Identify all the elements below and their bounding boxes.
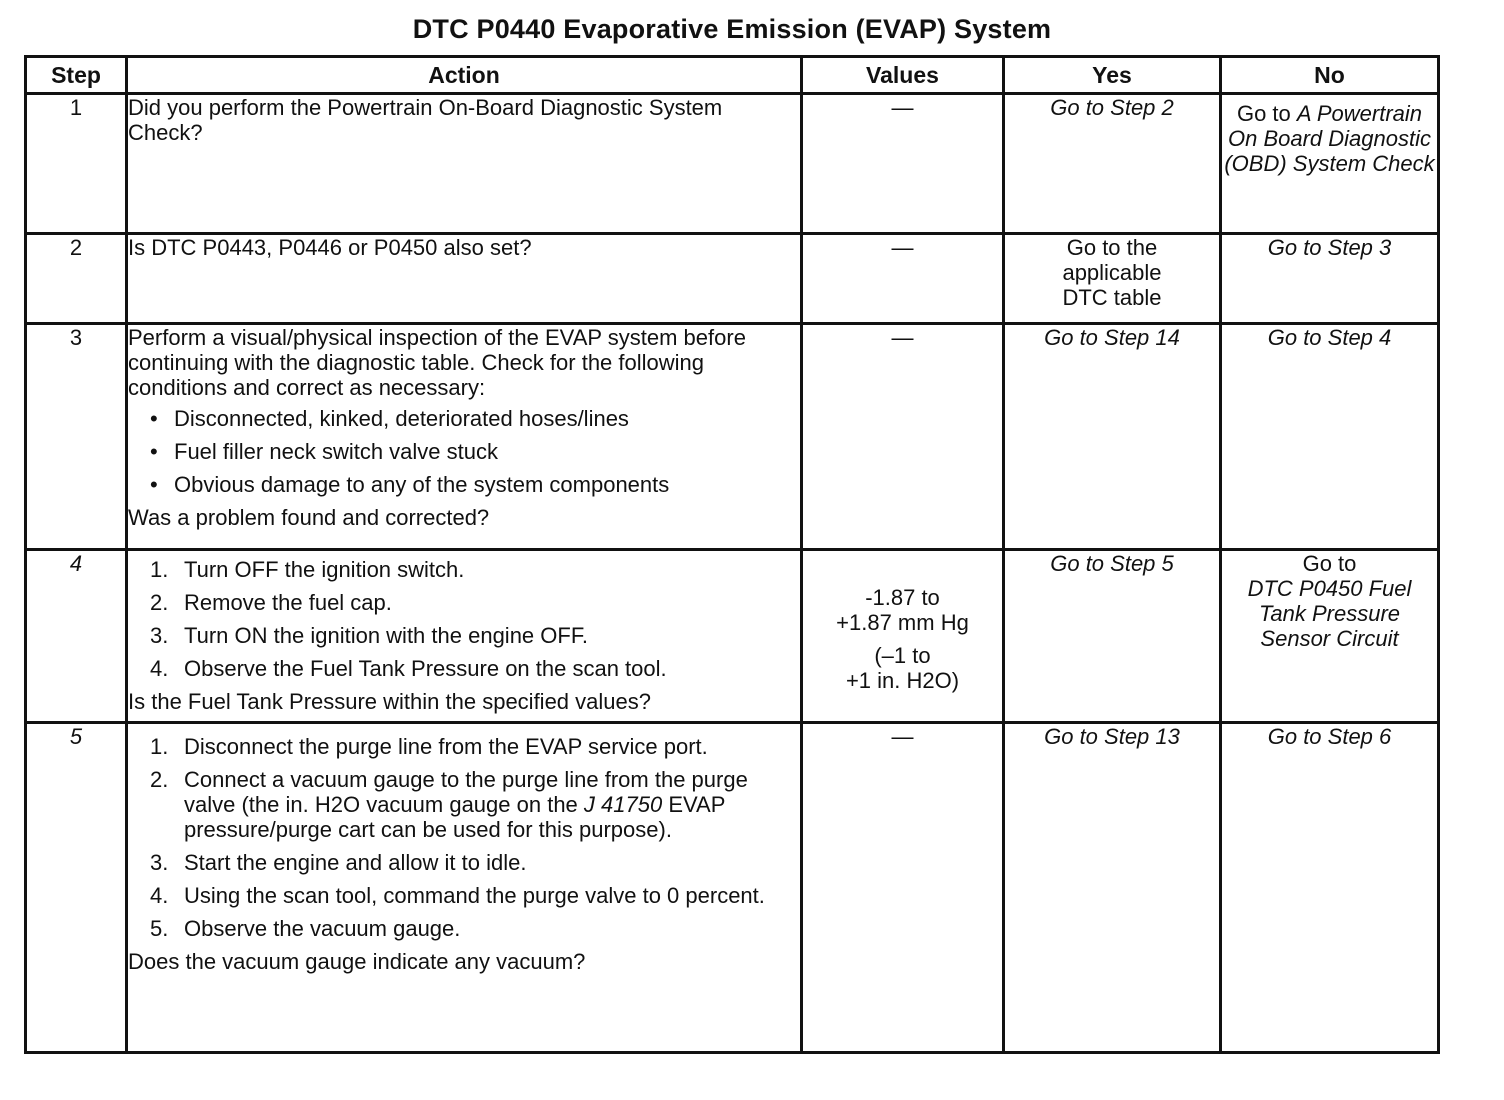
diagnostic-table: [24, 55, 1440, 1054]
step-index: 4.: [150, 656, 169, 681]
step-index: 3.: [150, 850, 169, 875]
no-cell: [1221, 550, 1439, 723]
condition-list: [128, 406, 800, 497]
list-item: [150, 557, 800, 582]
procedure-steps: [128, 734, 800, 941]
yes-line: DTC table: [1062, 285, 1162, 310]
step-text: Turn OFF the ignition switch.: [184, 557, 465, 582]
action-question: Did you perform the Powertrain On-Board Diagnostic System Check?: [128, 95, 723, 145]
list-item: [150, 734, 800, 759]
action-question: Does the vacuum gauge indicate any vacuum?: [128, 949, 586, 974]
value-line: (–1 to: [874, 643, 931, 668]
value-line: +1.87 mm Hg: [836, 610, 969, 635]
procedure-steps: [128, 557, 800, 681]
step-text: Disconnect the purge line from the EVAP service port.: [184, 734, 708, 759]
step-text: Turn ON the ignition with the engine OFF.: [184, 623, 588, 648]
yes-link-text: Go to Step 13: [1044, 724, 1180, 749]
step-index: 3.: [150, 623, 169, 648]
no-cell: [1221, 324, 1439, 550]
list-item: [150, 883, 800, 908]
list-item: • Obvious damage to any of the system components: [150, 472, 800, 497]
step-text: EVAP pressure/purge cart can be used for this purpose).: [184, 792, 725, 842]
list-item: [150, 623, 800, 648]
values-cell: —: [802, 234, 1004, 324]
list-item: [150, 850, 800, 875]
header-yes: Yes: [1004, 57, 1221, 94]
table-header-row: [26, 57, 1439, 94]
step-number: 1: [26, 94, 127, 234]
yes-cell: [1004, 234, 1221, 324]
yes-link-text: Go to Step 5: [1050, 551, 1174, 576]
step-index: 2.: [150, 590, 169, 615]
yes-cell: [1004, 550, 1221, 723]
list-item: • Fuel filler neck switch valve stuck: [150, 439, 800, 464]
no-reference: DTC P0450 Fuel Tank Pressure Sensor Circuit: [1247, 576, 1412, 651]
value-line: +1 in. H2O): [845, 668, 960, 693]
no-cell: [1221, 234, 1439, 324]
action-cell: [127, 94, 802, 234]
action-question: Is DTC P0443, P0446 or P0450 also set?: [128, 235, 532, 260]
table-row: [26, 324, 1439, 550]
list-item: [150, 656, 800, 681]
action-question: Is the Fuel Tank Pressure within the specified values?: [128, 689, 651, 714]
no-cell: [1221, 94, 1439, 234]
action-cell: [127, 324, 802, 550]
values-cell: [802, 550, 1004, 723]
list-item: [150, 590, 800, 615]
values-cell: —: [802, 324, 1004, 550]
no-link-text: Go to Step 3: [1267, 235, 1392, 260]
action-cell: [127, 723, 802, 1053]
step-number: 5: [26, 723, 127, 1053]
table-row: [26, 234, 1439, 324]
no-reference: A Powertrain On Board Diagnostic (OBD) System Check: [1224, 101, 1435, 176]
list-item: [150, 916, 800, 941]
no-link-text: Go to Step 6: [1267, 724, 1392, 749]
step-index: 2.: [150, 767, 169, 792]
table-row: [26, 723, 1439, 1053]
yes-link-text: Go to Step 2: [1050, 95, 1174, 120]
step-text: Connect a vacuum gauge to the purge line from the purge valve (the in. H2O vacuum gauge on the: [184, 767, 748, 817]
action-intro: Perform a visual/physical inspection of the EVAP system before continuing with the diagnostic table. Check for the following conditions and correct as necessary:: [128, 325, 746, 400]
action-cell: [127, 550, 802, 723]
header-action: Action: [127, 57, 802, 94]
no-prefix: Go to: [1302, 551, 1357, 576]
table-row: [26, 94, 1439, 234]
list-item: • Disconnected, kinked, deteriorated hoses/lines: [150, 406, 800, 431]
yes-cell: [1004, 324, 1221, 550]
step-text: Using the scan tool, command the purge valve to 0 percent.: [184, 883, 765, 908]
no-prefix: Go to: [1236, 101, 1297, 126]
page-title: DTC P0440 Evaporative Emission (EVAP) System: [412, 14, 1052, 44]
yes-cell: [1004, 723, 1221, 1053]
header-no: No: [1221, 57, 1439, 94]
no-cell: [1221, 723, 1439, 1053]
step-text: Start the engine and allow it to idle.: [184, 850, 527, 875]
list-item: [150, 767, 800, 842]
step-text: Observe the Fuel Tank Pressure on the scan tool.: [184, 656, 667, 681]
step-text: Observe the vacuum gauge.: [184, 916, 461, 941]
value-line: -1.87 to: [865, 585, 940, 610]
no-link-text: Go to Step 4: [1267, 325, 1392, 350]
step-number: 4: [26, 550, 127, 723]
step-index: 1.: [150, 557, 169, 582]
action-question: Was a problem found and corrected?: [128, 505, 490, 530]
tool-reference: J 41750: [583, 792, 663, 817]
values-cell: —: [802, 723, 1004, 1053]
yes-link-text: Go to Step 14: [1044, 325, 1180, 350]
step-index: 4.: [150, 883, 169, 908]
yes-cell: [1004, 94, 1221, 234]
step-index: 5.: [150, 916, 169, 941]
step-number: 3: [26, 324, 127, 550]
yes-line: Go to the: [1066, 235, 1158, 260]
step-text: Remove the fuel cap.: [184, 590, 392, 615]
values-cell: —: [802, 94, 1004, 234]
header-values: Values: [802, 57, 1004, 94]
header-step: Step: [26, 57, 127, 94]
step-number: 2: [26, 234, 127, 324]
step-index: 1.: [150, 734, 169, 759]
table-row: [26, 550, 1439, 723]
yes-line: applicable: [1062, 260, 1162, 285]
action-cell: [127, 234, 802, 324]
